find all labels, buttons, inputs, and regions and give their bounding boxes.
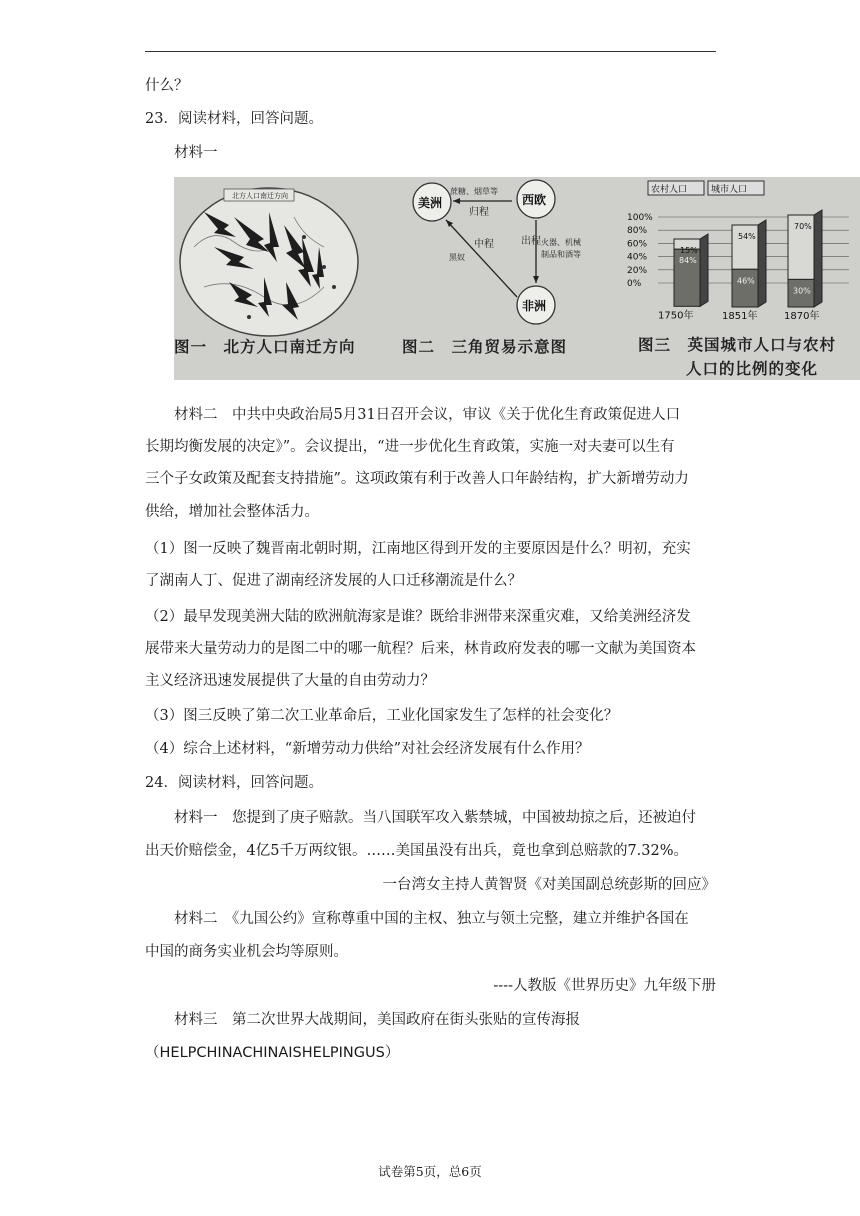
leg-return: 归程: [469, 207, 489, 218]
question-24-title: 24．阅读材料，回答问题。: [145, 775, 323, 791]
question-23-title: 23．阅读材料，回答问题。: [145, 111, 323, 127]
q24-material1-line1: 材料一 您提到了庚子赔款。当八国联军攻入紫禁城，中国被劫掠之后，还被迫付: [174, 810, 696, 826]
material2-line1: 材料二 中共中央政治局5月31日召开会议，审议《关于优化生育政策促进人口: [174, 407, 681, 423]
subquestion-2-line2: 展带来大量劳动力的是图二中的哪一航程？后来，林肯政府发表的哪一文献为美国资本: [145, 641, 696, 657]
rural-data-label: 30%: [793, 286, 811, 296]
map-legend: 北方人口南迁方向: [232, 192, 288, 200]
urban-data-label: 70%: [794, 222, 812, 231]
node-africa: 非洲: [522, 299, 547, 313]
leg-out: 出程: [521, 236, 541, 247]
goods-right-2: 制品和酒等: [541, 250, 581, 259]
q24-material1-source: 一台湾女主持人黄智贤《对美国副总统彭斯的回应》: [382, 877, 716, 893]
legend-rural: 农村人口: [651, 185, 688, 195]
q24-material3-line2: （HELPCHINACHINAISHELPINGUS）: [145, 1045, 400, 1061]
material2-line2: 长期均衡发展的决定》”。会议提出，“进一步优化生育政策，实施一对夫妻可以生有: [145, 439, 675, 455]
text-line: 什么？: [145, 78, 189, 94]
y-tick-label: 60%: [627, 239, 648, 250]
q24-material3-line1: 材料三 第二次世界大战期间，美国政府在街头张贴的宣传海报: [174, 1012, 580, 1028]
subquestion-1-line1: （1）图一反映了魏晋南北朝时期，江南地区得到开发的主要原因是什么？明初，充实: [145, 541, 691, 557]
material-label: 材料一: [174, 145, 218, 161]
rural-data-label: 46%: [737, 276, 755, 286]
bar-side: [814, 210, 822, 307]
rural-data-label: 84%: [679, 256, 697, 266]
material2-line4: 供给，增加社会整体活力。: [145, 504, 319, 520]
label-slaves: 黑奴: [449, 253, 465, 262]
x-tick-label: 1851年: [722, 311, 758, 322]
subquestion-1-line2: 了湖南人丁、促进了湖南经济发展的人口迁移潮流是什么？: [145, 573, 522, 589]
bar-side: [700, 234, 708, 306]
header-rule: [145, 51, 716, 52]
figure3-caption-line2: 人口的比例的变化: [686, 359, 819, 378]
q24-material2-source: ----人教版《世界历史》九年级下册: [493, 978, 716, 994]
node-america: 美洲: [418, 196, 443, 210]
urban-data-label: 15%: [680, 246, 698, 255]
y-tick-label: 80%: [627, 226, 648, 237]
node-europe: 西欧: [522, 193, 547, 207]
material2-line3: 三个子女政策及配套支持措施”。这项政策有利于改善人口年龄结构，扩大新增劳动力: [145, 471, 689, 487]
urban-data-label: 54%: [738, 232, 756, 241]
figure-photo: [174, 177, 860, 380]
y-tick-label: 100%: [627, 213, 653, 223]
subquestion-2-line3: 主义经济迅速发展提供了大量的自由劳动力？: [145, 673, 435, 689]
trade-diagram: [413, 180, 581, 324]
q24-material1-line2: 出天价赔偿金，4亿5千万两纹银。……美国虽没有出兵，竟也拿到总赔款的7.32%。: [145, 843, 689, 859]
goods-right-1: 火器、机械: [541, 238, 581, 247]
leg-middle: 中程: [474, 239, 494, 250]
subquestion-4: （4）综合上述材料，“新增劳动力供给”对社会经济发展有什么作用？: [145, 741, 590, 757]
y-tick-label: 20%: [627, 265, 648, 276]
bar-rural: [732, 269, 758, 307]
subquestion-2-line1: （2）最早发现美洲大陆的欧洲航海家是谁？既给非洲带来深重灾难，又给美洲经济发: [145, 609, 691, 625]
migration-map: [180, 188, 358, 336]
page-footer: 试卷第5页，总6页: [378, 1164, 482, 1179]
population-chart: [627, 181, 849, 322]
figure1-caption: 图一 北方人口南迁方向: [174, 337, 356, 356]
figure2-caption: 图二 三角贸易示意图: [402, 337, 568, 356]
goods-top: 蔗糖、烟草等: [450, 187, 498, 196]
x-tick-label: 1870年: [784, 311, 820, 322]
y-tick-label: 0%: [627, 279, 642, 289]
bar-side: [758, 220, 766, 307]
q24-material2-line1: 材料二 《九国公约》宣称尊重中国的主权、独立与领土完整，建立并维护各国在: [174, 911, 689, 927]
subquestion-3: （3）图三反映了第二次工业革命后，工业化国家发生了怎样的社会变化？: [145, 708, 619, 724]
legend-urban: 城市人口: [711, 185, 748, 195]
y-tick-label: 40%: [627, 252, 648, 263]
q24-material2-line2: 中国的商务实业机会均等原则。: [145, 944, 348, 960]
figure3-caption-line1: 图三 英国城市人口与农村: [638, 335, 837, 354]
x-tick-label: 1750年: [658, 310, 694, 322]
